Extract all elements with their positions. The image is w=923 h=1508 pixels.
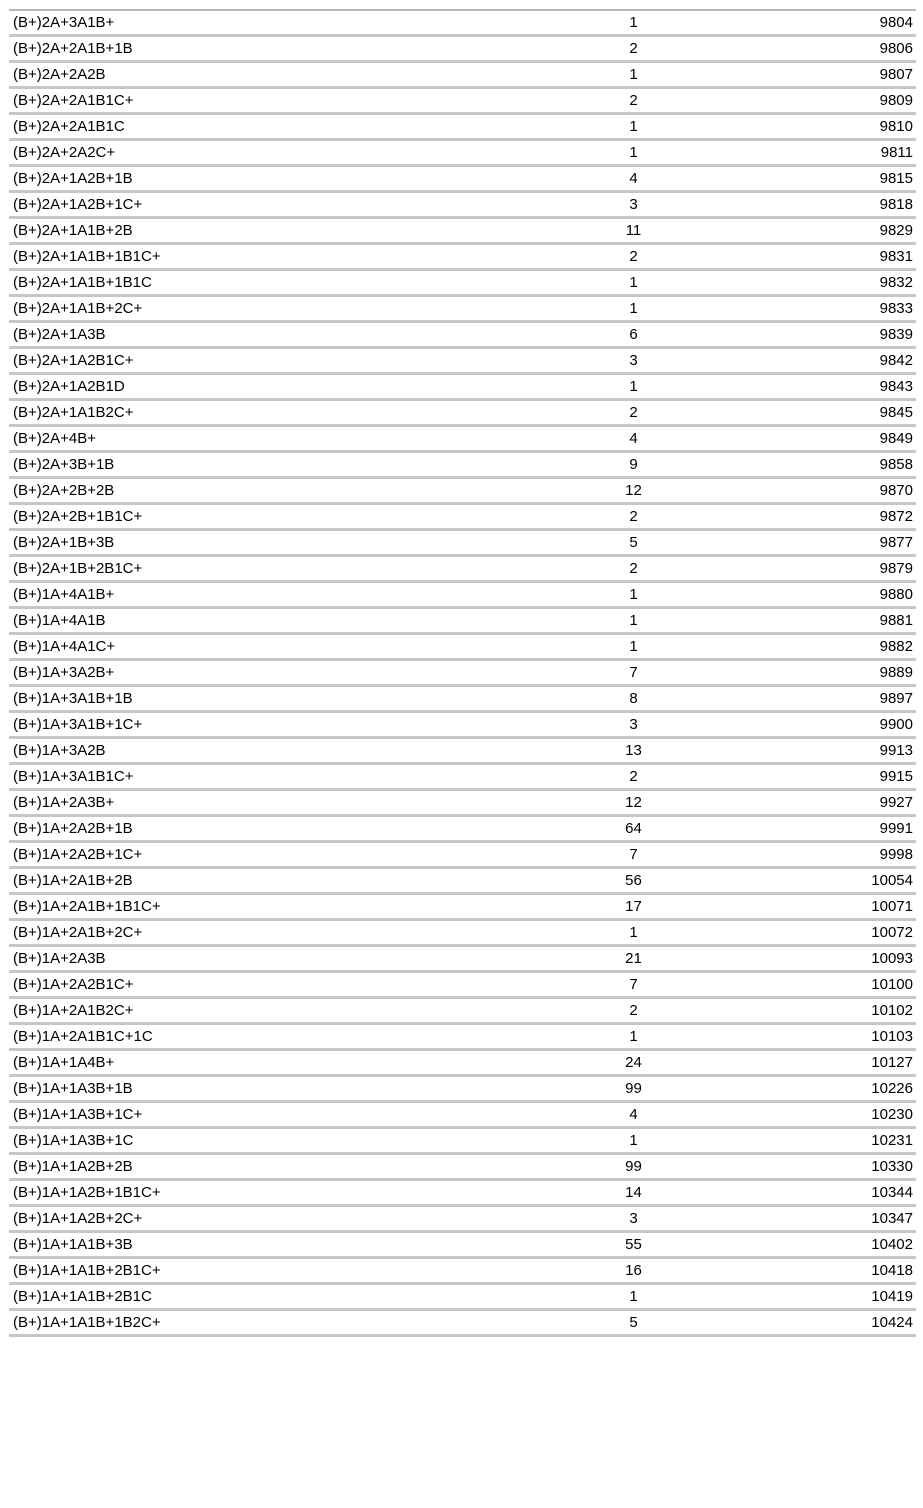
count-cell: 12 [453, 478, 813, 504]
grade-code-cell: (B+)2A+1A1B+2C+ [9, 296, 453, 322]
count-cell: 11 [453, 218, 813, 244]
count-cell: 2 [453, 88, 813, 114]
count-cell: 8 [453, 686, 813, 712]
count-cell: 1 [453, 634, 813, 660]
cumulative-cell: 9810 [813, 114, 916, 140]
grade-code-cell: (B+)2A+1A3B [9, 322, 453, 348]
table-row [9, 1102, 916, 1128]
cumulative-cell: 9832 [813, 270, 916, 296]
count-cell: 64 [453, 816, 813, 842]
table-row [9, 1232, 916, 1258]
cumulative-cell: 9882 [813, 634, 916, 660]
grade-code-cell: (B+)1A+1A1B+3B [9, 1232, 453, 1258]
count-cell: 2 [453, 400, 813, 426]
cumulative-cell: 9831 [813, 244, 916, 270]
count-cell: 4 [453, 1102, 813, 1128]
cumulative-cell: 9927 [813, 790, 916, 816]
cumulative-cell: 9815 [813, 166, 916, 192]
table-row [9, 270, 916, 296]
table-row [9, 296, 916, 322]
count-cell: 1 [453, 296, 813, 322]
table-row [9, 686, 916, 712]
grade-code-cell: (B+)1A+2A3B+ [9, 790, 453, 816]
count-cell: 55 [453, 1232, 813, 1258]
cumulative-cell: 10054 [813, 868, 916, 894]
cumulative-cell: 10226 [813, 1076, 916, 1102]
cumulative-cell: 9872 [813, 504, 916, 530]
cumulative-cell: 9900 [813, 712, 916, 738]
grade-code-cell: (B+)1A+1A3B+1C+ [9, 1102, 453, 1128]
cumulative-cell: 9880 [813, 582, 916, 608]
table-row [9, 36, 916, 62]
count-cell: 1 [453, 62, 813, 88]
count-cell: 99 [453, 1076, 813, 1102]
table-row [9, 1180, 916, 1206]
grade-distribution-table [9, 9, 916, 1337]
count-cell: 1 [453, 608, 813, 634]
count-cell: 24 [453, 1050, 813, 1076]
table-row [9, 868, 916, 894]
count-cell: 14 [453, 1180, 813, 1206]
count-cell: 1 [453, 582, 813, 608]
table-row [9, 400, 916, 426]
count-cell: 7 [453, 842, 813, 868]
table-row [9, 712, 916, 738]
table-row [9, 1258, 916, 1284]
table-row [9, 790, 916, 816]
count-cell: 4 [453, 426, 813, 452]
count-cell: 2 [453, 36, 813, 62]
count-cell: 17 [453, 894, 813, 920]
table-body [9, 10, 916, 1336]
count-cell: 5 [453, 1310, 813, 1336]
grade-code-cell: (B+)2A+1B+2B1C+ [9, 556, 453, 582]
cumulative-cell: 9879 [813, 556, 916, 582]
cumulative-cell: 9889 [813, 660, 916, 686]
grade-code-cell: (B+)2A+1A2B1C+ [9, 348, 453, 374]
count-cell: 1 [453, 140, 813, 166]
cumulative-cell: 9998 [813, 842, 916, 868]
grade-code-cell: (B+)1A+2A1B+2B [9, 868, 453, 894]
count-cell: 16 [453, 1258, 813, 1284]
cumulative-cell: 10093 [813, 946, 916, 972]
count-cell: 1 [453, 920, 813, 946]
cumulative-cell: 10072 [813, 920, 916, 946]
count-cell: 2 [453, 998, 813, 1024]
grade-code-cell: (B+)1A+2A2B+1B [9, 816, 453, 842]
table-row [9, 582, 916, 608]
grade-code-cell: (B+)2A+1A1B+2B [9, 218, 453, 244]
grade-code-cell: (B+)1A+2A1B2C+ [9, 998, 453, 1024]
cumulative-cell: 9858 [813, 452, 916, 478]
cumulative-cell: 10231 [813, 1128, 916, 1154]
cumulative-cell: 10418 [813, 1258, 916, 1284]
grade-code-cell: (B+)2A+2A2C+ [9, 140, 453, 166]
count-cell: 1 [453, 1024, 813, 1050]
grade-code-cell: (B+)1A+4A1C+ [9, 634, 453, 660]
table-row [9, 166, 916, 192]
cumulative-cell: 9833 [813, 296, 916, 322]
cumulative-cell: 9849 [813, 426, 916, 452]
table-row [9, 1206, 916, 1232]
count-cell: 1 [453, 1128, 813, 1154]
grade-code-cell: (B+)1A+1A2B+2C+ [9, 1206, 453, 1232]
cumulative-cell: 10102 [813, 998, 916, 1024]
count-cell: 3 [453, 348, 813, 374]
grade-code-cell: (B+)2A+1A1B2C+ [9, 400, 453, 426]
table-row [9, 426, 916, 452]
grade-code-cell: (B+)1A+2A3B [9, 946, 453, 972]
grade-code-cell: (B+)1A+1A1B+2B1C [9, 1284, 453, 1310]
grade-code-cell: (B+)1A+1A1B+2B1C+ [9, 1258, 453, 1284]
cumulative-cell: 10424 [813, 1310, 916, 1336]
table-row [9, 894, 916, 920]
grade-code-cell: (B+)1A+3A1B1C+ [9, 764, 453, 790]
grade-code-cell: (B+)2A+4B+ [9, 426, 453, 452]
grade-code-cell: (B+)2A+1A2B1D [9, 374, 453, 400]
grade-code-cell: (B+)2A+2B+1B1C+ [9, 504, 453, 530]
count-cell: 2 [453, 504, 813, 530]
grade-code-cell: (B+)1A+2A2B+1C+ [9, 842, 453, 868]
grade-code-cell: (B+)2A+2B+2B [9, 478, 453, 504]
count-cell: 21 [453, 946, 813, 972]
cumulative-cell: 9913 [813, 738, 916, 764]
table-row [9, 842, 916, 868]
table-row [9, 1024, 916, 1050]
grade-code-cell: (B+)1A+1A3B+1C [9, 1128, 453, 1154]
table-row [9, 10, 916, 36]
cumulative-cell: 9829 [813, 218, 916, 244]
cumulative-cell: 10127 [813, 1050, 916, 1076]
cumulative-cell: 9991 [813, 816, 916, 842]
table-row [9, 1310, 916, 1336]
table-row [9, 218, 916, 244]
grade-code-cell: (B+)2A+1A1B+1B1C+ [9, 244, 453, 270]
table-row [9, 660, 916, 686]
table-row [9, 504, 916, 530]
grade-code-cell: (B+)1A+2A2B1C+ [9, 972, 453, 998]
grade-code-cell: (B+)2A+1B+3B [9, 530, 453, 556]
table-row [9, 244, 916, 270]
cumulative-cell: 10419 [813, 1284, 916, 1310]
cumulative-cell: 9915 [813, 764, 916, 790]
cumulative-cell: 10330 [813, 1154, 916, 1180]
table-row [9, 608, 916, 634]
count-cell: 1 [453, 270, 813, 296]
cumulative-cell: 10100 [813, 972, 916, 998]
grade-code-cell: (B+)1A+1A4B+ [9, 1050, 453, 1076]
grade-code-cell: (B+)1A+1A3B+1B [9, 1076, 453, 1102]
count-cell: 2 [453, 764, 813, 790]
count-cell: 9 [453, 452, 813, 478]
table-row [9, 348, 916, 374]
cumulative-cell: 9843 [813, 374, 916, 400]
cumulative-cell: 9818 [813, 192, 916, 218]
count-cell: 3 [453, 1206, 813, 1232]
table-row [9, 374, 916, 400]
table-row [9, 764, 916, 790]
table-row [9, 192, 916, 218]
count-cell: 1 [453, 1284, 813, 1310]
count-cell: 56 [453, 868, 813, 894]
table-row [9, 1050, 916, 1076]
cumulative-cell: 10347 [813, 1206, 916, 1232]
grade-code-cell: (B+)2A+1A1B+1B1C [9, 270, 453, 296]
count-cell: 1 [453, 114, 813, 140]
grade-code-cell: (B+)1A+3A2B [9, 738, 453, 764]
table-row [9, 478, 916, 504]
table-row [9, 738, 916, 764]
grade-code-cell: (B+)1A+3A1B+1B [9, 686, 453, 712]
table-row [9, 998, 916, 1024]
grade-code-cell: (B+)1A+2A1B+1B1C+ [9, 894, 453, 920]
table-row [9, 972, 916, 998]
table-row [9, 1154, 916, 1180]
grade-code-cell: (B+)2A+2A1B+1B [9, 36, 453, 62]
grade-code-cell: (B+)1A+3A2B+ [9, 660, 453, 686]
count-cell: 3 [453, 712, 813, 738]
grade-code-cell: (B+)2A+3B+1B [9, 452, 453, 478]
cumulative-cell: 9842 [813, 348, 916, 374]
count-cell: 2 [453, 244, 813, 270]
count-cell: 5 [453, 530, 813, 556]
count-cell: 6 [453, 322, 813, 348]
cumulative-cell: 9806 [813, 36, 916, 62]
grade-code-cell: (B+)1A+1A2B+1B1C+ [9, 1180, 453, 1206]
cumulative-cell: 9804 [813, 10, 916, 36]
count-cell: 99 [453, 1154, 813, 1180]
table-row [9, 322, 916, 348]
count-cell: 7 [453, 660, 813, 686]
grade-code-cell: (B+)1A+4A1B+ [9, 582, 453, 608]
grade-code-cell: (B+)1A+2A1B1C+1C [9, 1024, 453, 1050]
table-row [9, 452, 916, 478]
grade-code-cell: (B+)2A+2A1B1C [9, 114, 453, 140]
count-cell: 4 [453, 166, 813, 192]
grade-code-cell: (B+)2A+3A1B+ [9, 10, 453, 36]
table-row [9, 1076, 916, 1102]
count-cell: 7 [453, 972, 813, 998]
table-row [9, 556, 916, 582]
grade-code-cell: (B+)1A+3A1B+1C+ [9, 712, 453, 738]
count-cell: 1 [453, 10, 813, 36]
table-row [9, 62, 916, 88]
cumulative-cell: 10402 [813, 1232, 916, 1258]
table-row [9, 1128, 916, 1154]
table-row [9, 634, 916, 660]
cumulative-cell: 9877 [813, 530, 916, 556]
cumulative-cell: 10071 [813, 894, 916, 920]
cumulative-cell: 9811 [813, 140, 916, 166]
cumulative-cell: 9839 [813, 322, 916, 348]
cumulative-cell: 10103 [813, 1024, 916, 1050]
grade-code-cell: (B+)1A+1A1B+1B2C+ [9, 1310, 453, 1336]
table-row [9, 946, 916, 972]
table-row [9, 530, 916, 556]
count-cell: 12 [453, 790, 813, 816]
cumulative-cell: 9897 [813, 686, 916, 712]
grade-code-cell: (B+)2A+1A2B+1C+ [9, 192, 453, 218]
cumulative-cell: 9845 [813, 400, 916, 426]
grade-code-cell: (B+)1A+4A1B [9, 608, 453, 634]
cumulative-cell: 9807 [813, 62, 916, 88]
grade-code-cell: (B+)2A+1A2B+1B [9, 166, 453, 192]
table-row [9, 114, 916, 140]
cumulative-cell: 9881 [813, 608, 916, 634]
cumulative-cell: 9809 [813, 88, 916, 114]
table-row [9, 816, 916, 842]
count-cell: 13 [453, 738, 813, 764]
cumulative-cell: 9870 [813, 478, 916, 504]
count-cell: 1 [453, 374, 813, 400]
table-row [9, 140, 916, 166]
grade-code-cell: (B+)2A+2A1B1C+ [9, 88, 453, 114]
grade-code-cell: (B+)2A+2A2B [9, 62, 453, 88]
table-row [9, 920, 916, 946]
count-cell: 2 [453, 556, 813, 582]
cumulative-cell: 10344 [813, 1180, 916, 1206]
table-row [9, 1284, 916, 1310]
table-row [9, 88, 916, 114]
count-cell: 3 [453, 192, 813, 218]
grade-code-cell: (B+)1A+2A1B+2C+ [9, 920, 453, 946]
cumulative-cell: 10230 [813, 1102, 916, 1128]
grade-code-cell: (B+)1A+1A2B+2B [9, 1154, 453, 1180]
